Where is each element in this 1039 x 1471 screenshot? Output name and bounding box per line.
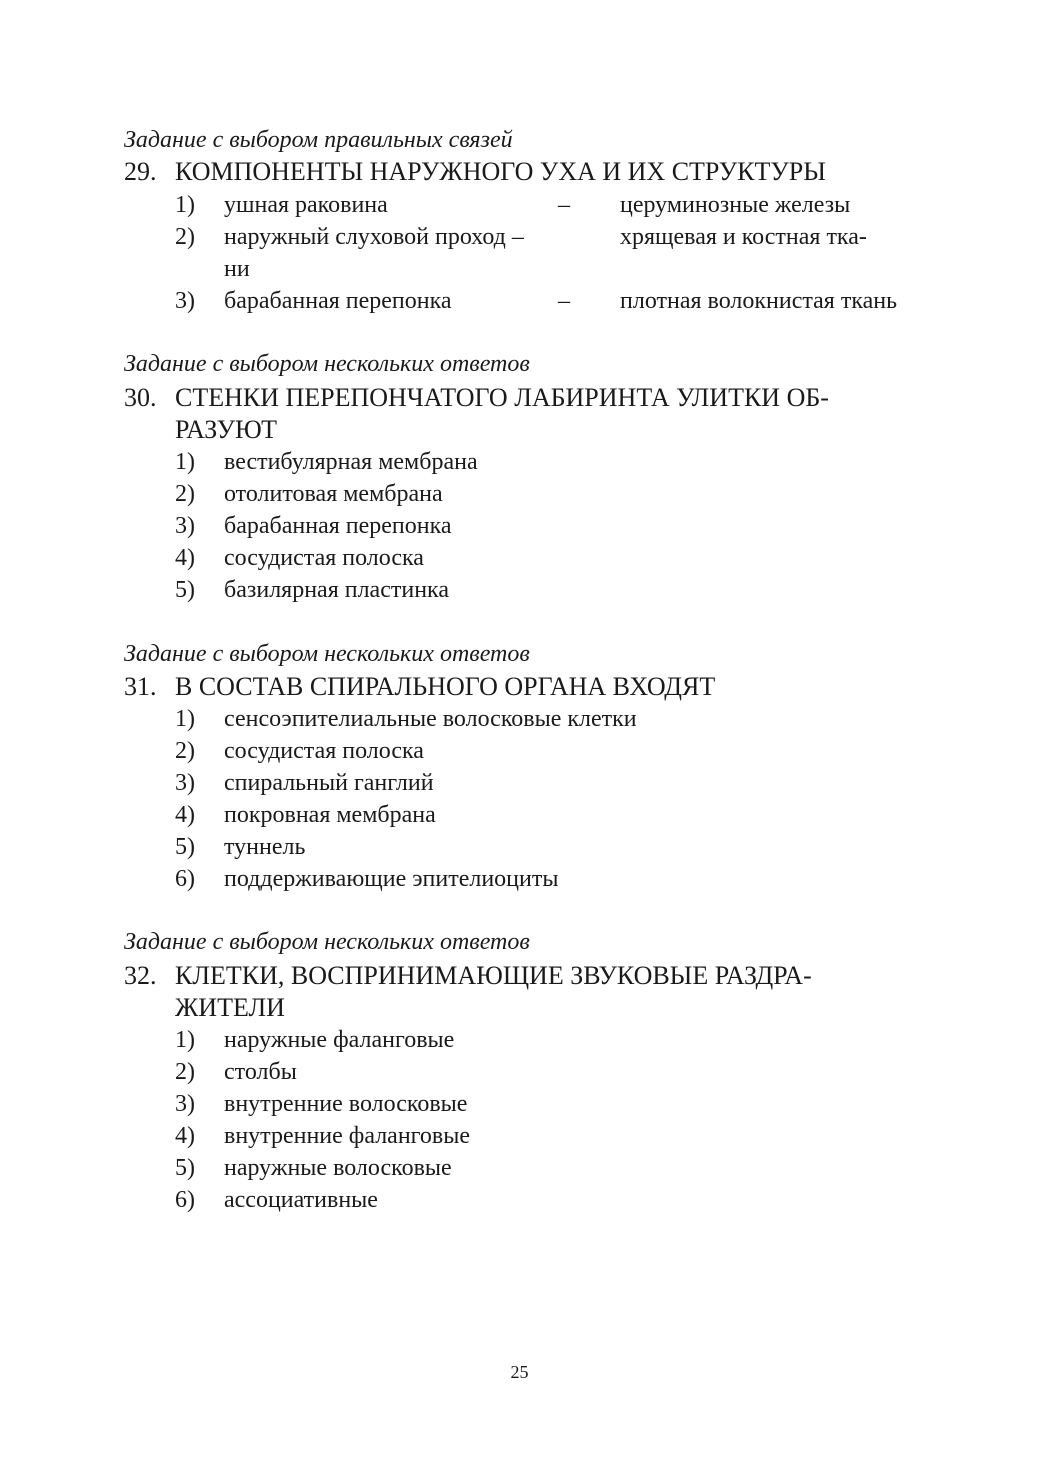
question-title-continuation: ЖИТЕЛИ: [175, 993, 285, 1022]
option-number: 3): [175, 770, 195, 796]
option-text: вестибулярная мембрана: [224, 449, 478, 475]
question-title: СТЕНКИ ПЕРЕПОНЧАТОГО ЛАБИРИНТА УЛИТКИ ОБ-: [175, 383, 829, 412]
option-text: сосудистая полоска: [224, 738, 424, 764]
option-number: 1): [175, 449, 195, 475]
option-number: 5): [175, 577, 195, 603]
option-text: туннель: [224, 834, 306, 860]
option-number: 5): [175, 1155, 195, 1181]
question-title: КОМПОНЕНТЫ НАРУЖНОГО УХА И ИХ СТРУКТУРЫ: [175, 157, 826, 186]
option-number: 2): [175, 1059, 195, 1085]
option-text: сенсоэпителиальные волосковые клетки: [224, 706, 637, 732]
option-text: поддерживающие эпителиоциты: [224, 866, 559, 892]
task-type-label: Задание с выбором нескольких ответов: [124, 641, 530, 667]
option-text: сосудистая полоска: [224, 545, 424, 571]
option-number: 1): [175, 192, 195, 218]
option-number: 3): [175, 513, 195, 539]
option-number: 4): [175, 802, 195, 828]
option-number: 2): [175, 738, 195, 764]
match-left-item: наружный слуховой проход –: [224, 224, 524, 250]
option-text: барабанная перепонка: [224, 513, 452, 539]
question-number: 29.: [124, 157, 157, 186]
question-title: В СОСТАВ СПИРАЛЬНОГО ОРГАНА ВХОДЯТ: [175, 672, 716, 701]
match-dash: –: [558, 288, 570, 314]
option-text: отолитовая мембрана: [224, 481, 443, 507]
option-number: 2): [175, 481, 195, 507]
option-number: 6): [175, 866, 195, 892]
option-number: 1): [175, 1027, 195, 1053]
option-number: 3): [175, 288, 195, 314]
question-number: 31.: [124, 672, 157, 701]
option-text: столбы: [224, 1059, 297, 1085]
option-number: 4): [175, 1123, 195, 1149]
option-number: 5): [175, 834, 195, 860]
option-text: базилярная пластинка: [224, 577, 449, 603]
match-right-item: плотная волокнистая ткань: [620, 288, 898, 314]
option-text: спиральный ганглий: [224, 770, 434, 796]
question-title-continuation: РАЗУЮТ: [175, 415, 278, 444]
option-text: наружные волосковые: [224, 1155, 452, 1181]
option-number: 2): [175, 224, 195, 250]
match-dash: –: [558, 192, 570, 218]
option-number: 1): [175, 706, 195, 732]
option-text: ассоциативные: [224, 1187, 378, 1213]
option-text: покровная мембрана: [224, 802, 436, 828]
match-right-item: церуминозные железы: [620, 192, 851, 218]
match-left-item: барабанная перепонка: [224, 288, 452, 314]
task-type-label: Задание с выбором нескольких ответов: [124, 351, 530, 377]
option-number: 3): [175, 1091, 195, 1117]
question-title: КЛЕТКИ, ВОСПРИНИМАЮЩИЕ ЗВУКОВЫЕ РАЗДРА-: [175, 961, 812, 990]
option-text: внутренние фаланговые: [224, 1123, 471, 1149]
option-number: 4): [175, 545, 195, 571]
option-text: наружные фаланговые: [224, 1027, 455, 1053]
task-type-label: Задание с выбором правильных связей: [124, 127, 513, 153]
question-number: 32.: [124, 961, 157, 990]
page-number: 25: [510, 1362, 529, 1382]
option-number: 6): [175, 1187, 195, 1213]
match-right-item: хрящевая и костная тка-: [620, 224, 867, 250]
task-type-label: Задание с выбором нескольких ответов: [124, 929, 530, 955]
option-text: внутренние волосковые: [224, 1091, 468, 1117]
question-number: 30.: [124, 383, 157, 412]
match-left-item: ушная раковина: [224, 192, 388, 218]
match-left-item-continuation: ни: [224, 256, 250, 282]
